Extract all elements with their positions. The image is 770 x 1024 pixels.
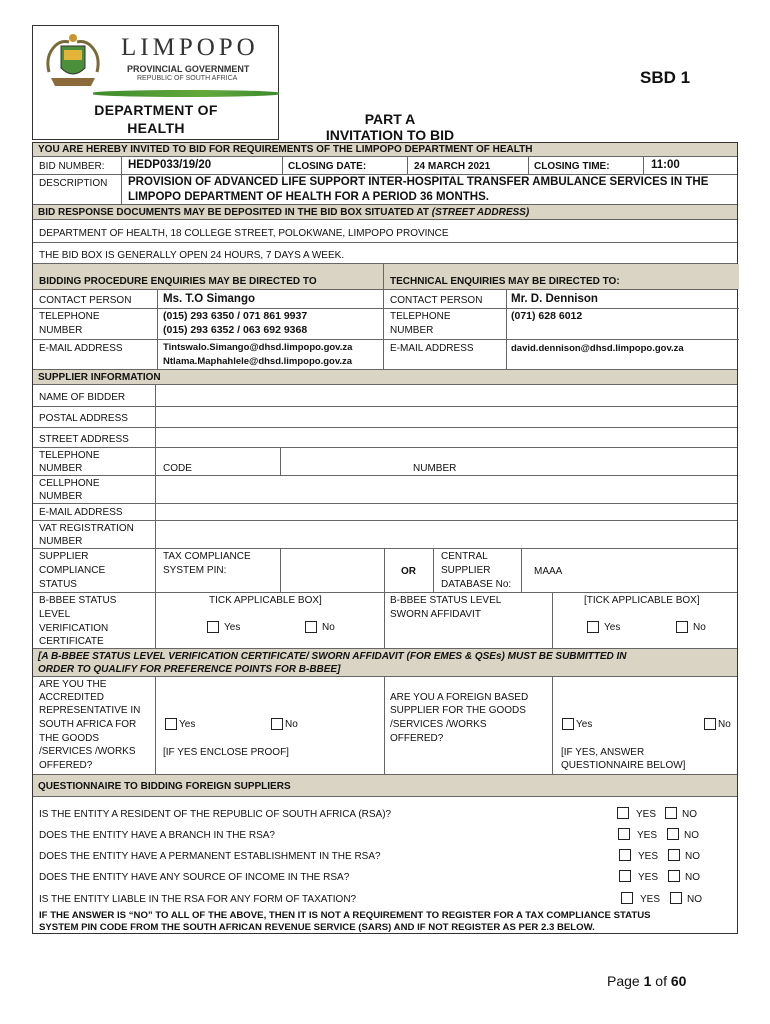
tax-compliance-pin-field[interactable] xyxy=(281,549,384,592)
bidding-enquiries-heading: BIDDING PROCEDURE ENQUIRIES MAY BE DIRECTED TO xyxy=(39,276,317,287)
page-title: PART A INVITATION TO BID xyxy=(325,111,455,143)
accredited-no-checkbox[interactable] xyxy=(271,718,283,730)
bidder-name-field[interactable] xyxy=(156,385,737,406)
department-name: DEPARTMENT OF HEALTH xyxy=(94,102,218,136)
invitation-banner: YOU ARE HEREBY INVITED TO BID FOR REQUIREMENTS OF THE LIMPOPO DEPARTMENT OF HEALTH xyxy=(33,143,737,157)
q3-no-checkbox[interactable] xyxy=(668,849,680,861)
bidding-phone-1: (015) 293 6350 / 071 861 9937 xyxy=(163,310,308,322)
question-row: IS THE ENTITY A RESIDENT OF THE REPUBLIC OF SOUTH AFRICA (RSA)? YES NO xyxy=(39,809,697,820)
bid-box-address: DEPARTMENT OF HEALTH, 18 COLLEGE STREET, POLOKWANE, LIMPOPO PROVINCE xyxy=(33,220,737,243)
closing-time-value[interactable]: 11:00 xyxy=(651,159,680,171)
bid-form xyxy=(32,142,738,934)
postal-address-field[interactable] xyxy=(156,407,737,427)
telephone-code-field[interactable] xyxy=(156,448,280,475)
bbbee-certificate-yes-checkbox[interactable] xyxy=(207,621,219,633)
q1-no-checkbox[interactable] xyxy=(665,807,677,819)
q5-no-checkbox[interactable] xyxy=(670,892,682,904)
description-row xyxy=(33,175,737,205)
csd-number-field[interactable]: MAAA xyxy=(534,566,563,577)
closing-date-label: CLOSING DATE: xyxy=(288,161,367,172)
q4-yes-checkbox[interactable] xyxy=(619,870,631,882)
street-address-field[interactable] xyxy=(156,428,737,447)
bidder-name-row: NAME OF BIDDER xyxy=(33,385,737,407)
form-code: SBD 1 xyxy=(640,68,691,87)
foreign-yes-checkbox[interactable] xyxy=(562,718,574,730)
deposit-banner: BID RESPONSE DOCUMENTS MAY BE DEPOSITED IN THE BID BOX SITUATED AT (STREET ADDRESS) xyxy=(33,205,737,220)
bidding-phone-2: (015) 293 6352 / 063 692 9368 xyxy=(163,324,308,336)
question-row: DOES THE ENTITY HAVE A BRANCH IN THE RSA? YES NO xyxy=(39,830,699,841)
bidding-email-2[interactable]: Ntlama.Maphahlele@dhsd.limpopo.gov.za xyxy=(163,356,353,367)
bbbee-row: B-BBEE STATUS LEVEL VERIFICATION CERTIFICATE TICK APPLICABLE BOX] Yes No B-BBEE STATUS LEVEL SWORN AFFIDAVIT [TICK APPLICABLE BOX] Yes No xyxy=(33,593,737,649)
bidding-contact-person: Ms. T.O Simango xyxy=(163,293,256,305)
questionnaire-note-1: IF THE ANSWER IS “NO” TO ALL OF THE ABOVE, THEN IT IS NOT A REQUIREMENT TO REGISTER FOR A TAX COMPLIANCE STATUS xyxy=(39,910,651,921)
page-number: Page 1 of 60 xyxy=(607,973,687,989)
bbbee-certificate-no-checkbox[interactable] xyxy=(305,621,317,633)
brand-swoosh xyxy=(93,90,279,97)
q2-yes-checkbox[interactable] xyxy=(618,828,630,840)
cellphone-row: CELLPHONE NUMBER xyxy=(33,476,737,504)
supplier-info-header: SUPPLIER INFORMATION xyxy=(33,370,737,385)
vat-number-field[interactable] xyxy=(156,521,737,548)
coat-of-arms-icon xyxy=(43,32,103,90)
brand-name: LIMPOPO xyxy=(121,34,259,61)
enquiries-header-row xyxy=(33,264,737,290)
compliance-row: SUPPLIER COMPLIANCE STATUS TAX COMPLIANCE SYSTEM PIN: OR CENTRAL SUPPLIER DATABASE No: MAAA xyxy=(33,549,737,593)
foreign-no-checkbox[interactable] xyxy=(704,718,716,730)
q1-yes-checkbox[interactable] xyxy=(617,807,629,819)
bbbee-affidavit-yes-checkbox[interactable] xyxy=(587,621,599,633)
brand-subtitle: PROVINCIAL GOVERNMENT xyxy=(127,64,250,74)
questionnaire-body xyxy=(33,797,737,934)
bid-number-row xyxy=(33,157,737,175)
q2-no-checkbox[interactable] xyxy=(667,828,679,840)
telephone-number-field[interactable] xyxy=(281,448,737,475)
or-label: OR xyxy=(401,566,416,577)
questionnaire-header: QUESTIONNAIRE TO BIDDING FOREIGN SUPPLIERS xyxy=(33,775,737,797)
question-row: DOES THE ENTITY HAVE A PERMANENT ESTABLISHMENT IN THE RSA? YES NO xyxy=(39,851,700,862)
technical-enquiries-heading: TECHNICAL ENQUIRIES MAY BE DIRECTED TO: xyxy=(390,276,620,287)
vat-row: VAT REGISTRATION NUMBER xyxy=(33,521,737,549)
accredited-yes-checkbox[interactable] xyxy=(165,718,177,730)
enquiries-contacts: CONTACT PERSON Ms. T.O Simango CONTACT PERSON Mr. D. Dennison TELEPHONE NUMBER (015) 293 6350 / 071 861 9937 (015) 293 6352 / 063 692 9368 TELEPHONE NUMBER (071) 628 6012 E-MAIL ADDRESS Tintswalo.Simango@dhsd.limpopo.gov.za Ntlama.Maphahlele@dhsd.limpopo.gov.za E-MAIL ADDRESS david.dennison@dhsd.limpopo.gov.za xyxy=(33,290,737,370)
q5-yes-checkbox[interactable] xyxy=(621,892,633,904)
question-row: IS THE ENTITY LIABLE IN THE RSA FOR ANY FORM OF TAXATION? YES NO xyxy=(39,894,702,905)
cellphone-field[interactable] xyxy=(156,476,737,503)
telephone-row: TELEPHONE NUMBER CODE NUMBER xyxy=(33,448,737,476)
question-row: DOES THE ENTITY HAVE ANY SOURCE OF INCOME IN THE RSA? YES NO xyxy=(39,872,700,883)
bidding-email-1[interactable]: Tintswalo.Simango@dhsd.limpopo.gov.za xyxy=(163,342,353,353)
bbbee-note: [A B-BBEE STATUS LEVEL VERIFICATION CERTIFICATE/ SWORN AFFIDAVIT (FOR EMES & QSEs) MUST BE SUBMITTED IN ORDER TO QUALIFY FOR PREFERENCE POINTS FOR B-BBEE] xyxy=(33,649,737,677)
q3-yes-checkbox[interactable] xyxy=(619,849,631,861)
q4-no-checkbox[interactable] xyxy=(668,870,680,882)
description-line-2: LIMPOPO DEPARTMENT OF HEALTH FOR A PERIOD 36 MONTHS. xyxy=(128,191,489,203)
postal-address-row: POSTAL ADDRESS xyxy=(33,407,737,428)
technical-email[interactable]: david.dennison@dhsd.limpopo.gov.za xyxy=(511,343,684,354)
questionnaire-note-2: SYSTEM PIN CODE FROM THE SOUTH AFRICAN REVENUE SERVICE (SARS) AND IF NOT REGISTER AS PER 2.3 BELOW. xyxy=(39,922,595,933)
technical-contact-person: Mr. D. Dennison xyxy=(511,293,598,305)
bid-box-hours: THE BID BOX IS GENERALLY OPEN 24 HOURS, 7 DAYS A WEEK. xyxy=(33,243,737,264)
closing-date-value[interactable]: 24 MARCH 2021 xyxy=(414,161,491,172)
bbbee-affidavit-no-checkbox[interactable] xyxy=(676,621,688,633)
description-label: DESCRIPTION xyxy=(39,178,108,189)
logo-box xyxy=(32,25,279,140)
brand-country: REPUBLIC OF SOUTH AFRICA xyxy=(137,75,238,82)
supplier-email-row: E-MAIL ADDRESS xyxy=(33,504,737,521)
bid-number-label: BID NUMBER: xyxy=(39,161,105,172)
description-line-1: PROVISION OF ADVANCED LIFE SUPPORT INTER-HOSPITAL TRANSFER AMBULANCE SERVICES IN THE xyxy=(128,176,709,188)
bid-number-value[interactable]: HEDP033/19/20 xyxy=(128,159,212,171)
technical-phone: (071) 628 6012 xyxy=(511,310,583,322)
accredited-foreign-row: ARE YOU THE ACCREDITED REPRESENTATIVE IN SOUTH AFRICA FOR THE GOODS /SERVICES /WORKS OFFERED? Yes No [IF YES ENCLOSE PROOF] ARE YOU A FOREIGN BASED SUPPLIER FOR THE GOODS /SERVICES /WORKS OFFERED? Yes No [IF YES, ANSWER QUESTIONNAIRE BELOW] xyxy=(33,677,737,775)
supplier-email-field[interactable] xyxy=(156,504,737,520)
street-address-row: STREET ADDRESS xyxy=(33,428,737,448)
closing-time-label: CLOSING TIME: xyxy=(534,161,610,172)
